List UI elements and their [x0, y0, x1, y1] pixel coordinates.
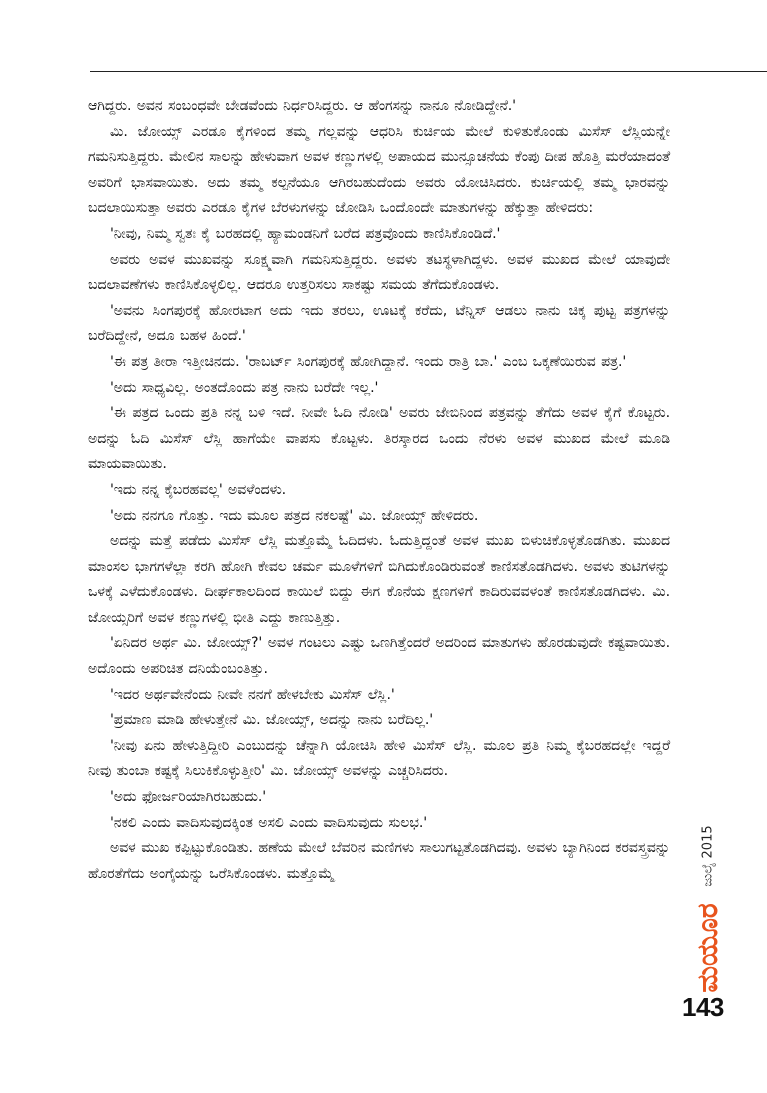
paragraph: 'ಈ ಪತ್ರ ತೀರಾ ಇತ್ತೀಚಿನದು. 'ರಾಬರ್ಟ್ ಸಿಂಗಪುರಕ್ಕೆ ಹೋಗಿದ್ದಾನೆ. ಇಂದು ರಾತ್ರಿ ಬಾ.' ಎಂಬ ಒಕ್ಕಣೆಯಿರುವ ಪತ್ರ.' [110, 353, 627, 370]
paragraph: 'ಇದರ ಅರ್ಥವೇನೆಂದು ನೀವೇ ನನಗೆ ಹೇಳಬೇಕು ಮಿಸೆಸ್ ಲೆಸ್ಲಿ.' [110, 686, 395, 703]
paragraph: 'ಏನಿದರ ಅರ್ಥ ಮಿ. ಜೋಯ್ಸ್?' ಅವಳ ಗಂಟಲು ಎಷ್ಟು ಒಣಗಿತ್ತೆಂದರೆ ಅದರಿಂದ ಮಾತುಗಳು ಹೊರಡುವುದೇ ಕಷ್ಟವಾಯಿತು. ಅದೊಂದು ಅಪರಿಚಿತ ದನಿಯೆಂಬಂತಿತ್ತು. [88, 635, 670, 678]
paragraph: ಅವಳ ಮುಖ ಕಪ್ಪಿಟ್ಟುಕೊಂಡಿತು. ಹಣೆಯ ಮೇಲೆ ಬೆವರಿನ ಮಣಿಗಳು ಸಾಲುಗಟ್ಟತೊಡಗಿದವು. ಅವಳು ಬ್ಯಾಗಿನಿಂದ ಕರವಸ್ತ್ರವನ್ನು ಹೊರತೆಗೆದು ಅಂಗೈಯನ್ನು ಒರೆಸಿಕೊಂಡಳು. ಮತ್ತೊಮ್ಮೆ [88, 840, 670, 882]
article-body [88, 94, 670, 887]
paragraph: ಆಗಿದ್ದರು. ಅವನ ಸಂಬಂಧವೇ ಬೇಡವೆಂದು ನಿರ್ಧರಿಸಿದ್ದರು. ಆ ಹೆಂಗಸನ್ನು ನಾನೂ ನೋಡಿದ್ದೇನೆ.' [88, 98, 516, 114]
paragraph: 'ಅದು ನನಗೂ ಗೊತ್ತು. ಇದು ಮೂಲ ಪತ್ರದ ನಕಲಷ್ಟೆ' ಮಿ. ಜೋಯ್ಸ್ ಹೇಳಿದರು. [110, 507, 479, 524]
magazine-logo [684, 903, 732, 993]
magazine-logo-text: ಮಯೂರ [691, 903, 724, 993]
paragraph: 'ಈ ಪತ್ರದ ಒಂದು ಪ್ರತಿ ನನ್ನ ಬಳಿ ಇದೆ. ನೀವೇ ಓದಿ ನೋಡಿ' ಅವರು ಜೇಬಿನಿಂದ ಪತ್ರವನ್ನು ತೆಗೆದು ಅವಳ ಕೈಗೆ ಕೊಟ್ಟರು. ಅದನ್ನು ಓದಿ ಮಿಸೆಸ್ ಲೆಸ್ಲಿ ಹಾಗೆಯೇ ವಾಪಸು ಕೊಟ್ಟಳು. ತಿರಸ್ಕಾರದ ಒಂದು ನೆರಳು ಅವಳ ಮುಖದ ಮೇಲೆ ಮೂಡಿ ಮಾಯವಾಯಿತು. [88, 405, 670, 473]
page-number: 143 [682, 992, 724, 1022]
paragraph: 'ಪ್ರಮಾಣ ಮಾಡಿ ಹೇಳುತ್ತೇನೆ ಮಿ. ಜೋಯ್ಸ್, ಅದನ್ನು ನಾನು ಬರೆದಿಲ್ಲ.' [110, 712, 434, 729]
paragraph: 'ಅದು ಸಾಧ್ಯವಿಲ್ಲ. ಅಂತದೊಂದು ಪತ್ರ ನಾನು ಬರೆದೇ ಇಲ್ಲ.' [110, 379, 379, 396]
issue-date-text: ಜುಲೈ 2015 [700, 825, 716, 887]
paragraph: ಅದನ್ನು ಮತ್ತೆ ಪಡೆದು ಮಿಸೆಸ್ ಲೆಸ್ಲಿ ಮತ್ತೊಮ್ಮೆ ಓದಿದಳು. ಓದುತ್ತಿದ್ದಂತೆ ಅವಳ ಮುಖ ಬಿಳುಚಿಕೊಳ್ಳತೊಡಗಿತು. ಮುಖದ ಮಾಂಸಲ ಭಾಗಗಳೆಲ್ಲಾ ಕರಗಿ ಹೋಗಿ ಕೇವಲ ಚರ್ಮ ಮೂಳೆಗಳಿಗೆ ಬಿಗಿದುಕೊಂಡಿರುವಂತೆ ಕಾಣಿಸತೊಡಗಿದಳು. ಅವಳು ತುಟಿಗಳನ್ನು ಒಳಕ್ಕೆ ಎಳೆದುಕೊಂಡಳು. ದೀರ್ಘಕಾಲದಿಂದ ಕಾಯಿಲೆ ಬಿದ್ದು ಈಗ ಕೊನೆಯ ಕ್ಷಣಗಳಿಗೆ ಕಾದಿರುವವಳಂತೆ ಕಾಣಿಸತೊಡಗಿದಳು. ಮಿ. ಜೋಯ್ಸರಿಗೆ ಅವಳ ಕಣ್ಣುಗಳಲ್ಲಿ ಭೀತಿ ಎದ್ದು ಕಾಣುತ್ತಿತ್ತು. [88, 533, 670, 626]
header-rule [90, 71, 767, 72]
paragraph: 'ಅದು ಫೋರ್ಜರಿಯಾಗಿರಬಹುದು.' [110, 789, 266, 806]
paragraph: 'ಇದು ನನ್ನ ಕೈಬರಹವಲ್ಲ' ಅವಳೆಂದಳು. [110, 481, 287, 498]
side-strip [684, 806, 732, 993]
paragraph: 'ನೀವು, ನಿಮ್ಮ ಸ್ವತಃ ಕೈ ಬರಹದಲ್ಲಿ ಹ್ಯಾಮಂಡನಿಗೆ ಬರೆದ ಪತ್ರವೊಂದು ಕಾಣಿಸಿಕೊಂಡಿದೆ.' [110, 225, 501, 242]
paragraph: ಅವರು ಅವಳ ಮುಖವನ್ನು ಸೂಕ್ಷ್ಮವಾಗಿ ಗಮನಿಸುತ್ತಿದ್ದರು. ಅವಳು ತಟಸ್ಥಳಾಗಿದ್ದಳು. ಅವಳ ಮುಖದ ಮೇಲೆ ಯಾವುದೇ ಬದಲಾವಣೆಗಳು ಕಾಣಿಸಿಕೊಳ್ಳಲಿಲ್ಲ. ಆದರೂ ಉತ್ತರಿಸಲು ಸಾಕಷ್ಟು ಸಮಯ ತೆಗೆದುಕೊಂಡಳು. [88, 251, 670, 294]
paragraph: ಮಿ. ಜೋಯ್ಸ್ ಎರಡೂ ಕೈಗಳಿಂದ ತಮ್ಮ ಗಲ್ಲವನ್ನು ಆಧರಿಸಿ ಕುರ್ಚಿಯ ಮೇಲೆ ಕುಳಿತುಕೊಂಡು ಮಿಸೆಸ್ ಲೆಸ್ಲಿಯನ್ನೇ ಗಮನಿಸುತ್ತಿದ್ದರು. ಮೇಲಿನ ಸಾಲನ್ನು ಹೇಳುವಾಗ ಅವಳ ಕಣ್ಣುಗಳಲ್ಲಿ ಅಪಾಯದ ಮುನ್ಸೂಚನೆಯ ಕೆಂಪು ದೀಪ ಹೊತ್ತಿ ಮರೆಯಾದಂತೆ ಅವರಿಗೆ ಭಾಸವಾಯಿತು. ಅದು ತಮ್ಮ ಕಲ್ಪನೆಯೂ ಆಗಿರಬಹುದೆಂದು ಅವರು ಯೋಚಿಸಿದರು. ಕುರ್ಚಿಯಲ್ಲಿ ತಮ್ಮ ಭಾರವನ್ನು ಬದಲಾಯಿಸುತ್ತಾ ಅವರು ಎರಡೂ ಕೈಗಳ ಬೆರಳುಗಳನ್ನು ಜೋಡಿಸಿ ಒಂದೊಂದೇ ಮಾತುಗಳನ್ನು ಹೆಕ್ಕುತ್ತಾ ಹೇಳಿದರು: [88, 123, 670, 217]
paragraph: 'ನಕಲಿ ಎಂದು ವಾದಿಸುವುದಕ್ಕಿಂತ ಅಸಲಿ ಎಂದು ವಾದಿಸುವುದು ಸುಲಭ.' [110, 814, 427, 831]
paragraph: 'ನೀವು ಏನು ಹೇಳುತ್ತಿದ್ದೀರಿ ಎಂಬುದನ್ನು ಚೆನ್ನಾಗಿ ಯೋಚಿಸಿ ಹೇಳಿ ಮಿಸೆಸ್ ಲೆಸ್ಲಿ. ಮೂಲ ಪ್ರತಿ ನಿಮ್ಮ ಕೈಬರಹದಲ್ಲೇ ಇದ್ದರೆ ನೀವು ತುಂಬಾ ಕಷ್ಟಕ್ಕೆ ಸಿಲುಕಿಕೊಳ್ಳುತ್ತೀರಿ' ಮಿ. ಜೋಯ್ಸ್ ಅವಳನ್ನು ಎಚ್ಚರಿಸಿದರು. [88, 737, 670, 780]
issue-date-label [684, 806, 732, 906]
paragraph: 'ಅವನು ಸಿಂಗಪುರಕ್ಕೆ ಹೋರಟಾಗ ಅದು ಇದು ತರಲು, ಊಟಕ್ಕೆ ಕರೆದು, ಟೆನ್ನಿಸ್ ಆಡಲು ನಾನು ಚಿಕ್ಕ ಪುಟ್ಟ ಪತ್ರಗಳನ್ನು ಬರೆದಿದ್ದೇನೆ, ಅದೂ ಬಹಳ ಹಿಂದೆ.' [88, 302, 670, 345]
